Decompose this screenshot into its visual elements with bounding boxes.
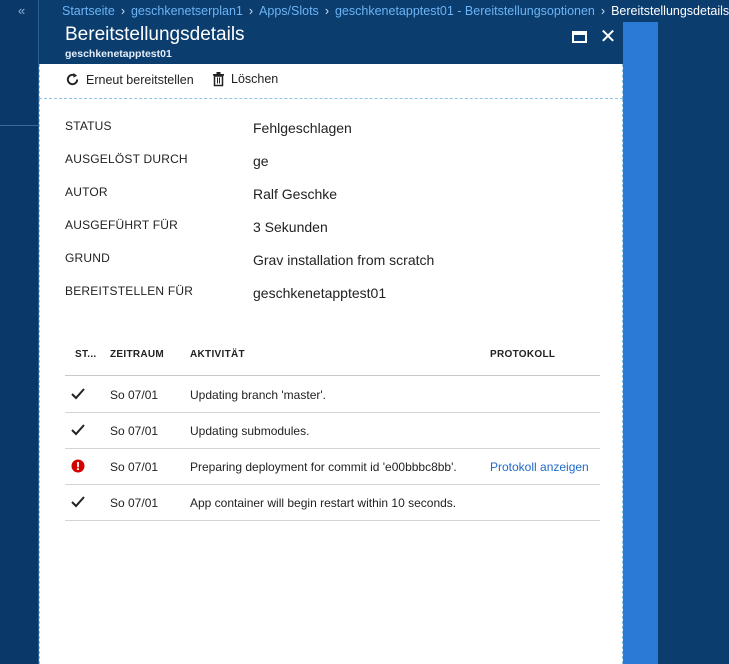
table-header	[65, 339, 600, 376]
property-key: GRUND	[65, 251, 110, 265]
toolbar	[39, 64, 623, 99]
breadcrumb-plan[interactable]: geschkenetserplan1	[130, 4, 243, 18]
blade-header	[39, 22, 623, 64]
error-icon	[71, 459, 85, 478]
checkmark-icon	[71, 387, 85, 405]
rail-divider	[0, 125, 38, 126]
table-row[interactable]	[65, 448, 600, 485]
property-status	[65, 111, 605, 144]
row-activity: Updating branch 'master'.	[190, 388, 326, 402]
delete-button[interactable]	[212, 72, 278, 86]
trash-icon	[212, 72, 225, 86]
refresh-icon	[65, 72, 80, 87]
page-title: Bereitstellungsdetails	[65, 24, 245, 45]
table-row[interactable]	[65, 376, 600, 413]
redeploy-label: Erneut bereitstellen	[86, 72, 194, 87]
property-deploy-to	[65, 276, 605, 309]
property-key: AUSGEFÜHRT FÜR	[65, 218, 179, 232]
property-value: Ralf Geschke	[253, 186, 338, 202]
breadcrumb-separator: ›	[120, 4, 125, 18]
column-header-status[interactable]: ST...	[75, 349, 97, 360]
column-header-log[interactable]: PROTOKOLL	[490, 349, 556, 360]
column-header-activity[interactable]: AKTIVITÄT	[190, 349, 245, 360]
close-icon[interactable]: ✕	[599, 26, 617, 48]
breadcrumb-deploy-options[interactable]: geschkenetapptest01 - Bereitstellungsoptionen	[334, 4, 595, 18]
row-activity: Updating submodules.	[190, 424, 310, 438]
row-activity: Preparing deployment for commit id 'e00bbbc8bb'.	[190, 460, 457, 474]
breadcrumb	[39, 0, 729, 22]
blade-content	[39, 99, 623, 664]
property-key: BEREITSTELLEN FÜR	[65, 284, 194, 298]
maximize-icon[interactable]	[569, 26, 591, 48]
breadcrumb-apps[interactable]: Apps/Slots	[259, 4, 319, 18]
property-triggered-by	[65, 144, 605, 177]
row-date: So 07/01	[110, 496, 159, 510]
column-header-time[interactable]: ZEITRAUM	[110, 349, 165, 360]
property-value: Fehlgeschlagen	[253, 120, 352, 136]
property-key: STATUS	[65, 119, 112, 133]
property-duration	[65, 210, 605, 243]
background-blade-strip[interactable]	[623, 22, 658, 664]
collapse-icon[interactable]: «	[18, 3, 26, 18]
delete-label: Löschen	[231, 72, 279, 86]
breadcrumb-separator: ›	[324, 4, 329, 18]
breadcrumb-separator: ›	[248, 4, 254, 18]
deployment-details-blade	[39, 22, 623, 664]
table-row[interactable]	[65, 412, 600, 449]
row-activity: App container will begin restart within 10 seconds.	[190, 496, 457, 510]
row-date: So 07/01	[110, 388, 159, 402]
page-subtitle: geschkenetapptest01	[65, 48, 172, 60]
property-value: 3 Sekunden	[253, 219, 328, 235]
property-key: AUTOR	[65, 185, 108, 199]
breadcrumb-separator: ›	[600, 4, 606, 18]
redeploy-button[interactable]	[65, 72, 194, 87]
breadcrumb-current: Bereitstellungsdetails	[611, 4, 729, 18]
property-reason	[65, 243, 605, 276]
view-log-link[interactable]: Protokoll anzeigen	[490, 460, 589, 474]
breadcrumb-home[interactable]: Startseite	[62, 4, 115, 18]
property-value: ge	[253, 153, 269, 169]
row-date: So 07/01	[110, 460, 159, 474]
checkmark-icon	[71, 495, 85, 513]
row-date: So 07/01	[110, 424, 159, 438]
checkmark-icon	[71, 423, 85, 441]
table-row[interactable]	[65, 484, 600, 521]
property-key: AUSGELÖST DURCH	[65, 152, 188, 166]
property-value: geschkenetapptest01	[253, 285, 387, 301]
property-author	[65, 177, 605, 210]
left-nav-rail	[0, 0, 38, 664]
property-value: Grav installation from scratch	[253, 252, 435, 268]
